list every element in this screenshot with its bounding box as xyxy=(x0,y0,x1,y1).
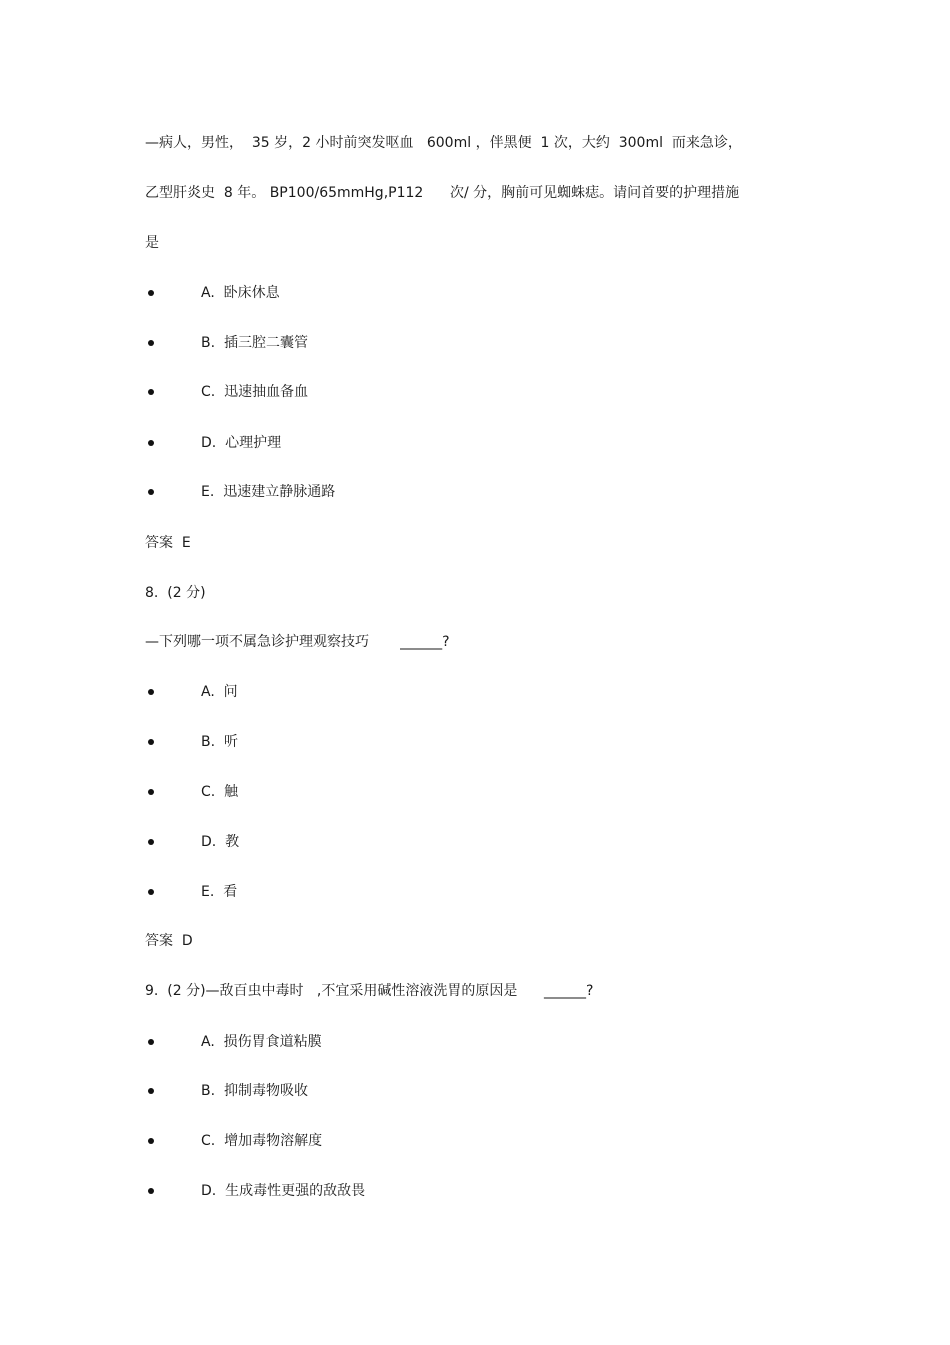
option-label: A. 损伤胃食道粘膜 xyxy=(201,1034,322,1050)
bullet-icon xyxy=(148,1138,154,1144)
bullet-icon xyxy=(148,839,154,845)
bullet-icon xyxy=(148,1188,154,1194)
bullet-icon xyxy=(148,489,154,495)
option-label: D. 生成毒性更强的敌敌畏 xyxy=(201,1183,366,1199)
bullet-icon xyxy=(148,889,154,895)
option-label: E. 迅速建立静脉通路 xyxy=(201,484,336,500)
q7-stem-line-2: 乙型肝炎史 8 年。 BP100/65mmHg,P112 次/ 分，胸前可见蜘蛛痣。请问首要的护理措施 xyxy=(145,185,740,201)
bullet-icon xyxy=(148,1039,154,1045)
bullet-icon xyxy=(148,789,154,795)
bullet-icon xyxy=(148,340,154,346)
option-label: B. 听 xyxy=(201,734,238,750)
bullet-icon xyxy=(148,1088,154,1094)
q8-stem: —下列哪一项不属急诊护理观察技巧 ______? xyxy=(145,634,450,650)
bullet-icon xyxy=(148,290,154,296)
q8-answer: 答案 D xyxy=(145,933,193,949)
bullet-icon xyxy=(148,739,154,745)
q7-answer: 答案 E xyxy=(145,535,191,551)
option-label: B. 插三腔二囊管 xyxy=(201,335,308,351)
bullet-icon xyxy=(148,389,154,395)
option-label: D. 教 xyxy=(201,834,240,850)
option-label: C. 增加毒物溶解度 xyxy=(201,1133,323,1149)
q9-stem: 9. (2 分)—敌百虫中毒时 ,不宜采用碱性溶液洗胃的原因是 ______? xyxy=(145,983,594,999)
q8-header: 8. (2 分) xyxy=(145,585,206,601)
option-label: D. 心理护理 xyxy=(201,435,282,451)
option-label: A. 卧床休息 xyxy=(201,285,280,301)
option-label: C. 触 xyxy=(201,784,239,800)
q7-stem-line-1: —病人，男性， 35 岁，2 小时前突发呕血 600ml ，伴黑便 1 次，大约 300ml 而来急诊， xyxy=(145,135,742,151)
option-label: B. 抑制毒物吸收 xyxy=(201,1083,308,1099)
bullet-icon xyxy=(148,689,154,695)
q7-stem-line-3: 是 xyxy=(145,235,159,251)
option-label: E. 看 xyxy=(201,884,238,900)
option-label: A. 问 xyxy=(201,684,238,700)
bullet-icon xyxy=(148,440,154,446)
option-label: C. 迅速抽血备血 xyxy=(201,384,309,400)
